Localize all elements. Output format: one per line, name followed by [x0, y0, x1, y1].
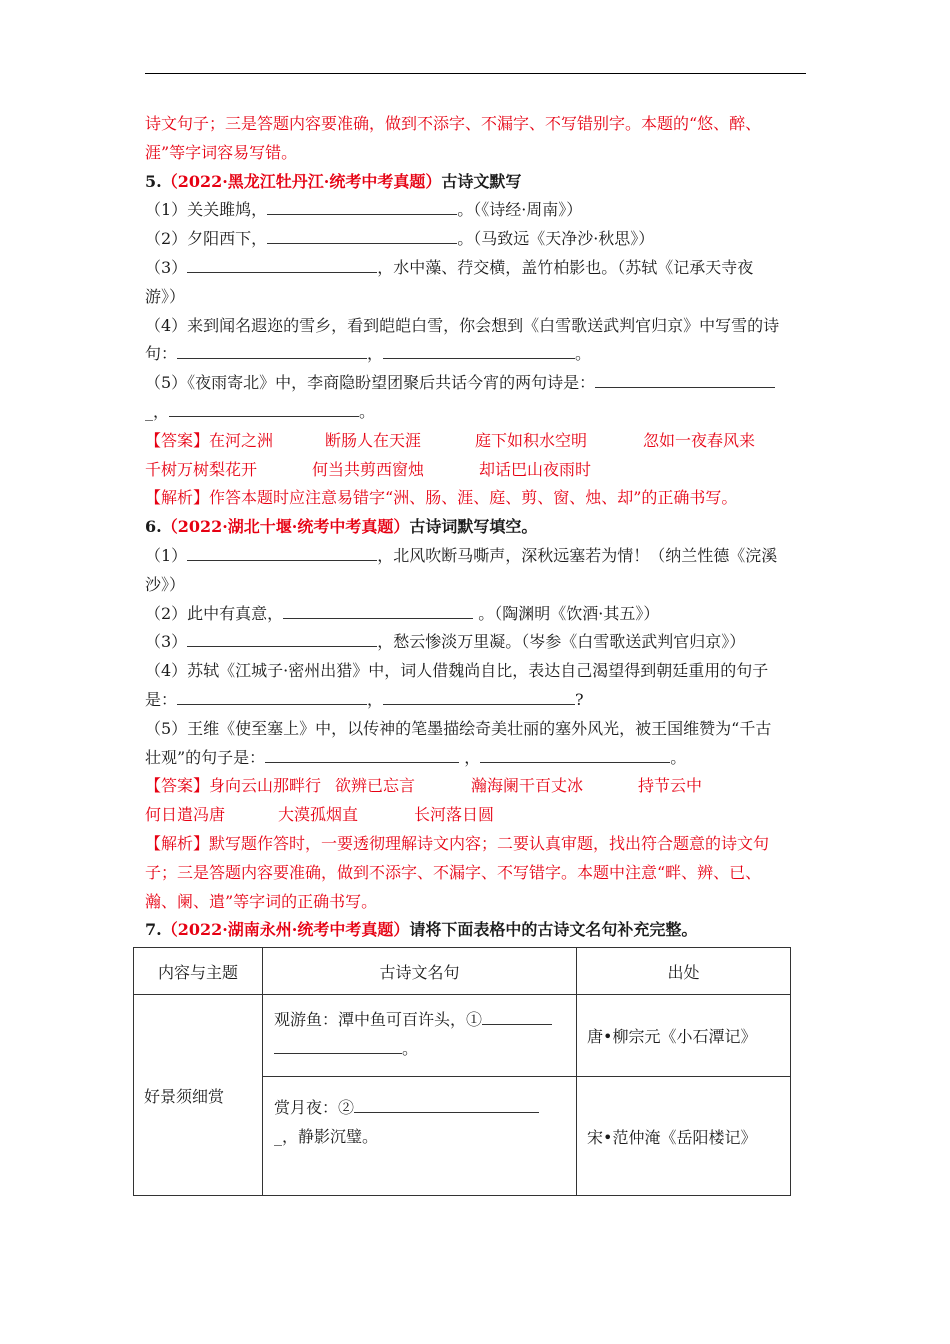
q6-item-5-comma: ，	[459, 747, 481, 767]
q6-item-4-label: 是：	[145, 689, 178, 709]
q6-blank-1[interactable]	[187, 542, 377, 561]
q6-source: （2022·湖北十堰·统考中考真题）	[161, 517, 410, 537]
q7-number: 7.	[145, 920, 162, 940]
table-blank-2[interactable]	[354, 1094, 539, 1113]
q5-item-5-end: 。	[359, 401, 376, 421]
q6-item-1	[145, 542, 807, 571]
q5-item-5-cont	[145, 398, 807, 427]
q6-item-1-cont: 沙》）	[145, 574, 186, 594]
q6-blank-5b[interactable]	[480, 744, 670, 763]
table-line-2-a: 赏月夜：②	[274, 1098, 355, 1117]
q6-answer-4: 持节云中	[638, 776, 703, 796]
intro-line-1: 诗文句子；三是答题内容要准确，做到不添字、不漏字、不写错别字。本题的“悠、醉、	[145, 114, 762, 133]
q6-analysis-3: 瀚、阑、遣”等字词的正确书写。	[145, 891, 378, 911]
q6-item-1-num: （1）	[145, 545, 188, 565]
q5-item-4-cont	[145, 340, 807, 369]
q6-blank-4b[interactable]	[383, 686, 575, 705]
q6-item-1-text: ，北风吹断马嘶声，深秋远塞若为情！（纳兰性德《浣溪	[377, 545, 778, 565]
header-rule	[145, 73, 806, 74]
table-source-2: 宋•范仲淹《岳阳楼记》	[577, 1077, 791, 1196]
q5-item-1-source: 。（《诗经·周南》）	[457, 200, 583, 220]
q6-answer-row-1	[145, 772, 807, 801]
q6-item-5-end: 。	[670, 747, 687, 767]
q5-blank-2[interactable]	[267, 225, 457, 244]
q6-answer-3: 瀚海阑干百丈冰	[471, 776, 584, 796]
q5-answer-2: 断肠人在天涯	[325, 430, 422, 450]
content-body	[145, 110, 807, 945]
q5-answer-row-1	[145, 427, 807, 456]
q5-source: （2022·黑龙江牡丹江·统考中考真题）	[161, 171, 442, 191]
table-line-2-b: _，静影沉璧。	[274, 1126, 379, 1146]
q7-table	[133, 947, 791, 1196]
q6-analysis-2: 子；三是答题内容要准确，做到不添字、不漏字、不写错字。本题中注意“畔、辨、已、	[145, 862, 762, 882]
q6-answer-2: 欲辨已忘言	[335, 776, 416, 796]
q5-item-3-text: ，水中藻、荇交横，盖竹柏影也。（苏轼《记承天寺夜	[377, 257, 754, 277]
q6-item-3	[145, 628, 807, 657]
q5-item-1-text: （1）关关雎鸠，	[145, 200, 268, 220]
q5-blank-5b[interactable]	[169, 398, 359, 417]
table-line-1-b: 。	[402, 1038, 419, 1058]
q6-item-3-text: ，愁云惨淡万里凝。（岑参《白雪歌送武判官归京》）	[377, 632, 746, 652]
q6-heading	[145, 513, 807, 542]
q6-answer-text-1: 身向云山那畔行	[209, 776, 322, 796]
q5-item-3-cont: 游》）	[145, 286, 186, 306]
q5-item-4: （4）来到闻名遐迩的雪乡，看到皑皑白雪，你会想到《白雪歌送武判官归京》中写雪的诗	[145, 315, 780, 335]
table-line-1-text	[264, 996, 575, 1074]
q6-blank-3[interactable]	[187, 628, 377, 647]
table-line-1-a: 观游鱼：潭中鱼可百许头，①	[274, 1010, 483, 1029]
table-header-row	[134, 948, 791, 995]
q5-blank-1[interactable]	[267, 196, 457, 215]
q5-analysis-text: 作答本题时应注意易错字“洲、肠、涯、庭、剪、窗、烛、却”的正确书写。	[209, 488, 738, 508]
q6-item-5-label: 壮观”的句子是：	[145, 747, 266, 767]
q6-item-4-cont	[145, 686, 807, 715]
table-cell-line-1	[263, 995, 577, 1077]
q5-answer-5: 千树万树梨花开	[145, 459, 258, 479]
q6-answer-6: 大漠孤烟直	[278, 805, 359, 825]
table-theme-cell: 好景须细赏	[134, 995, 263, 1196]
q5-item-2-source: 。（马致远《天净沙·秋思》）	[457, 229, 655, 249]
q5-item-4-comma: ，	[367, 344, 384, 364]
q6-answer-7: 长河落日圆	[414, 805, 495, 825]
q7-source: （2022·湖南永州·统考中考真题）	[161, 920, 410, 940]
q6-answer-1	[145, 772, 335, 801]
table-cell-line-2	[263, 1077, 577, 1196]
q5-item-3	[145, 254, 807, 283]
q5-item-1	[145, 196, 807, 225]
q6-answer-row-2	[145, 801, 807, 830]
q5-answer-label: 【答案】	[145, 430, 210, 450]
q7-title: 请将下面表格中的古诗文名句补充完整。	[409, 920, 698, 940]
q5-answer-1	[145, 427, 325, 456]
q5-answer-3: 庭下如积水空明	[475, 430, 588, 450]
q5-answer-row-2	[145, 456, 807, 485]
q6-item-4: （4）苏轼《江城子·密州出猎》中，词人借魏尚自比，表达自己渴望得到朝廷重用的句子	[145, 661, 769, 681]
q5-item-2-text: （2）夕阳西下，	[145, 229, 268, 249]
q5-item-5-text: （5）《夜雨寄北》中，李商隐盼望团聚后共话今宵的两句诗是：	[145, 373, 596, 393]
q5-blank-4b[interactable]	[383, 340, 575, 359]
q7-heading	[145, 916, 807, 945]
q6-analysis	[145, 830, 807, 859]
q6-blank-5a[interactable]	[265, 744, 459, 763]
table-row	[134, 995, 791, 1077]
q6-answer-label: 【答案】	[145, 776, 210, 796]
table-header-lines: 古诗文名句	[263, 948, 577, 995]
q5-answer-6: 何当共剪西窗烛	[312, 459, 425, 479]
q5-item-2	[145, 225, 807, 254]
q5-title: 古诗文默写	[441, 171, 522, 191]
intro-line-2: 涯”等字词容易写错。	[145, 142, 298, 162]
q6-item-2-text: （2）此中有真意，	[145, 603, 284, 623]
q6-item-5: （5）王维《使至塞上》中，以传神的笔墨描绘奇美壮丽的塞外风光，被王国维赞为“千古	[145, 718, 772, 738]
q5-number: 5.	[145, 171, 162, 191]
q6-answer-5: 何日遣冯唐	[145, 805, 226, 825]
q5-heading	[145, 168, 807, 197]
table-source-1: 唐•柳宗元《小石潭记》	[577, 995, 791, 1077]
q6-item-5-cont	[145, 744, 807, 773]
q6-analysis-label: 【解析】	[145, 833, 210, 853]
q5-analysis-label: 【解析】	[145, 488, 210, 508]
q6-item-4-end: ?	[575, 689, 584, 709]
q6-title: 古诗词默写填空。	[409, 517, 538, 537]
q5-item-4-end: 。	[575, 344, 592, 364]
table-header-source: 出处	[577, 948, 791, 995]
q5-item-4-label: 句：	[145, 344, 178, 364]
table-line-2-text	[264, 1078, 575, 1162]
q5-answer-text-1: 在河之洲	[209, 430, 274, 450]
q6-number: 6.	[145, 517, 162, 537]
q5-analysis	[145, 484, 807, 513]
q5-item-3-num: （3）	[145, 257, 188, 277]
table-blank-1b[interactable]	[274, 1035, 402, 1054]
q5-blank-5a[interactable]	[595, 369, 775, 388]
q5-answer-4: 忽如一夜春风来	[643, 430, 756, 450]
q5-item-5-comma: _，	[145, 401, 170, 421]
q6-analysis-text-1: 默写题作答时，一要透彻理解诗文内容；二要认真审题，找出符合题意的诗文句	[209, 833, 770, 853]
table-blank-1a[interactable]	[482, 1006, 552, 1025]
q6-blank-2[interactable]	[283, 600, 473, 619]
q5-blank-3[interactable]	[187, 254, 377, 273]
q6-item-3-num: （3）	[145, 632, 188, 652]
q6-blank-4a[interactable]	[177, 686, 367, 705]
q5-item-5	[145, 369, 807, 398]
q5-answer-7: 却话巴山夜雨时	[479, 459, 592, 479]
q6-item-2-source: 。（陶渊明《饮酒·其五》）	[473, 603, 660, 623]
q6-item-4-comma: ，	[367, 689, 384, 709]
q5-blank-4a[interactable]	[177, 340, 367, 359]
q6-item-2	[145, 600, 807, 629]
table-header-theme: 内容与主题	[134, 948, 263, 995]
